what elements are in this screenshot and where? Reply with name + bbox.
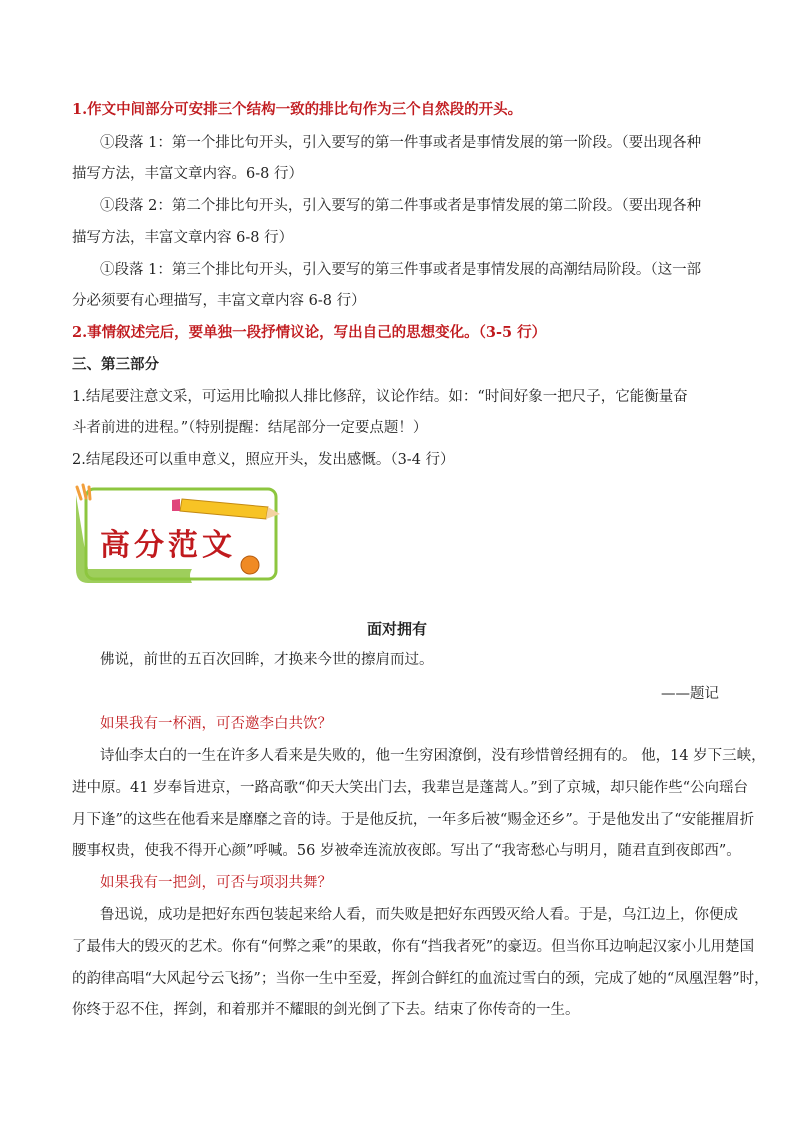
essay-epigraph: 佛说，前世的五百次回眸，才换来今世的擦肩而过。 xyxy=(100,652,434,668)
essay-line: 腰事权贵，使我不得开心颜”呼喊。56 岁被牵连流放夜郎。写出了“我寄愁心与明月，随君直到夜郎西”。 xyxy=(72,843,741,859)
essay-line: 进中原。41 岁奉旨进京，一路高歌“仰天大笑出门去，我辈岂是蓬蒿人。”到了京城，却只能作些“公向瑶台 xyxy=(72,780,749,796)
section-two-point-2: 2.事情叙述完后，要单独一段抒情议论，写出自己的思想变化。（3-5 行） xyxy=(72,324,547,341)
essay-line: 你终于忍不住，挥剑，和着那并不耀眼的剑光倒了下去。结束了你传奇的一生。 xyxy=(72,1002,580,1018)
paragraph-2-instruction-cont: 描写方法，丰富文章内容 6-8 行） xyxy=(72,230,294,246)
essay-subheading-2: 如果我有一把剑，可否与项羽共舞？ xyxy=(100,875,332,891)
pencil-icon xyxy=(172,499,280,519)
section-two-point-1: 1.作文中间部分可安排三个结构一致的排比句作为三个自然段的开头。 xyxy=(72,101,523,118)
epigraph-source: ——题记 xyxy=(661,686,719,702)
paragraph-2-instruction: ①段落 2：第二个排比句开头，引入要写的第二件事或者是事情发展的第二阶段。（要出现各种 xyxy=(100,198,702,214)
essay-line: 了最伟大的毁灭的艺术。你有“何弊之乘”的果敢，你有“挡我者死”的豪迈。但当你耳边响起汉家小儿用楚国 xyxy=(72,939,755,955)
essay-subheading-1: 如果我有一杯酒，可否邀李白共饮？ xyxy=(100,716,332,732)
paragraph-1-instruction-cont: 描写方法，丰富文章内容。6-8 行） xyxy=(72,166,303,182)
paragraph-1-instruction: ①段落 1：第一个排比句开头，引入要写的第一件事或者是事情发展的第一阶段。（要出现各种 xyxy=(100,135,702,151)
banner-title: 高分范文 xyxy=(100,528,236,563)
ball-icon xyxy=(241,556,259,574)
ending-point-1-cont: 斗者前进的进程。”（特别提醒：结尾部分一定要点题！） xyxy=(72,420,428,436)
ending-point-1: 1.结尾要注意文采，可运用比喻拟人排比修辞，议论作结。如：“时间好象一把尺子，它能衡量奋 xyxy=(72,389,688,405)
brush-icon xyxy=(77,485,90,499)
paragraph-3-instruction-cont: 分必须要有心理描写，丰富文章内容 6-8 行） xyxy=(72,293,366,309)
section-three-heading: 三、第三部分 xyxy=(72,356,159,373)
essay-line: 的韵律高唱“大风起兮云飞扬”；当你一生中至爱，挥剑合鲜红的血流过雪白的颈，完成了她的“凤凰涅磐”时， xyxy=(72,971,769,987)
paragraph-3-instruction: ①段落 1：第三个排比句开头，引入要写的第三件事或者是事情发展的高潮结局阶段。（这一部 xyxy=(100,262,702,278)
ending-point-2: 2.结尾段还可以重申意义，照应开头，发出感慨。（3-4 行） xyxy=(72,452,455,468)
model-essay-banner xyxy=(72,483,282,588)
essay-line: 鲁迅说，成功是把好东西包装起来给人看，而失败是把好东西毁灭给人看。于是，乌江边上，你便成 xyxy=(100,907,738,923)
essay-title: 面对拥有 xyxy=(366,620,427,638)
essay-line: 诗仙李太白的一生在许多人看来是失败的，他一生穷困潦倒，没有珍惜曾经拥有的。 他，14 岁下三峡， xyxy=(100,748,766,764)
essay-line: 月下逢”的这些在他看来是靡靡之音的诗。于是他反抗，一年多后被“赐金还乡”。于是他发出了“安能摧眉折 xyxy=(72,812,755,828)
